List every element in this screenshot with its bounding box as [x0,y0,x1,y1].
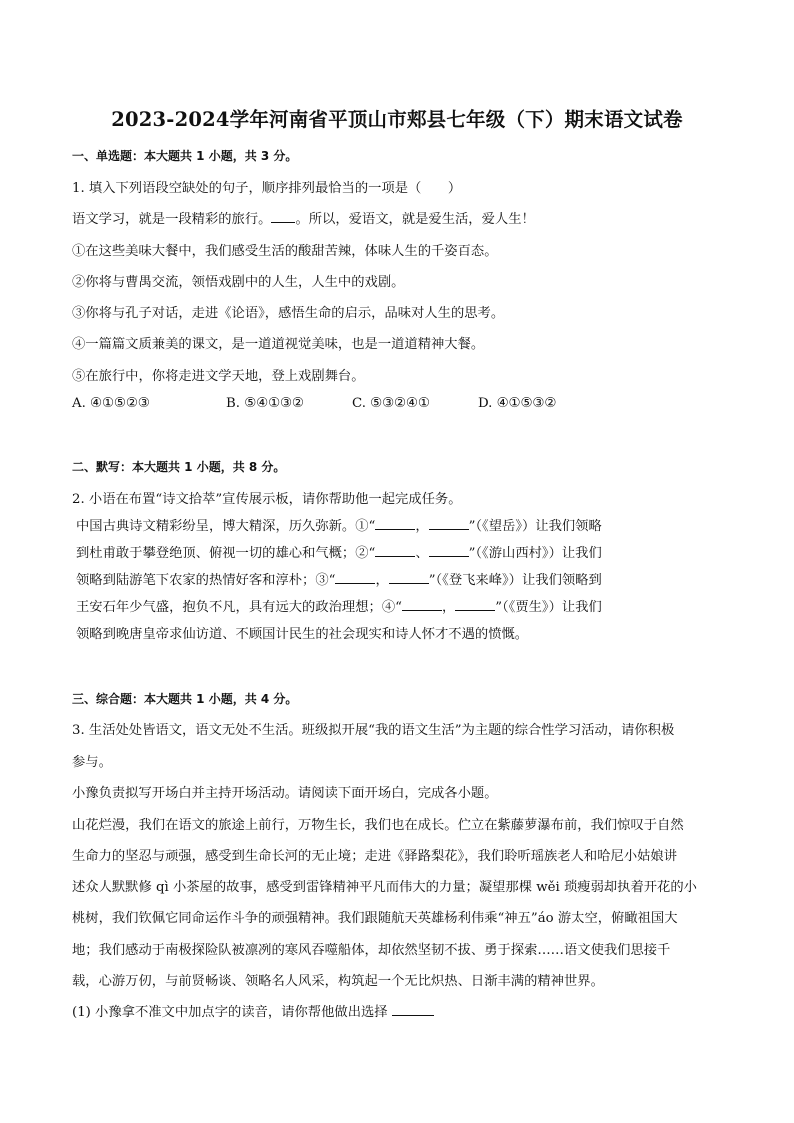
section-header-dictation: 二、默写：本大题共 1 小题，共 8 分。 [72,460,286,474]
passage-text-a: 语文学习，就是一段精彩的旅行。 [72,212,272,227]
passage-line-6: 载，心游万仞，与前贤畅谈、领略名人风采，构筑起一个无比炽热、日渐丰满的精神世界。 [72,974,604,989]
answer-blank[interactable] [392,1003,434,1016]
sentence-item-3: ③你将与孔子对话，走进《论语》，感悟生命的启示，品味对人生的思考。 [72,306,505,321]
question-3-stem-line-1: 3. 生活处处皆语文，语文无处不生活。班级拟开展“我的语文生活”为主题的综合性学习活动，请你积极 [72,723,675,738]
question-1-stem: 1. 填入下列语段空缺处的句子，顺序排列最恰当的一项是（ ） [72,181,462,196]
answer-blank[interactable] [429,544,469,557]
answer-blank[interactable] [335,571,375,584]
question-2-stem: 2. 小语在布置“诗文拾萃”宣传展示板，请你帮助他一起完成任务。 [72,492,462,507]
option-c[interactable]: C. ⑤③②④① [352,396,430,411]
dictation-line-3 [76,569,602,588]
option-a[interactable]: A. ④①⑤②③ [72,396,150,411]
answer-blank[interactable] [375,544,415,557]
answer-blank[interactable] [389,571,429,584]
passage-line-5: 地；我们感动于南极探险队被凛冽的寒风吞噬船体，却依然坚韧不拔、勇于探索……语文使我们思接千 [72,943,671,958]
passage-line-2: 生命力的坚忍与顽强，感受到生命长河的无止境；走进《驿路梨花》，我们聆听瑶族老人和哈尼小姑娘讲 [72,849,678,864]
question-1-passage [72,208,535,227]
answer-blank[interactable] [402,598,442,611]
dictation-line-1 [76,515,602,534]
dictation-text: 中国古典诗文精彩纷呈，博大精深，历久弥新。①“ [76,519,376,534]
dictation-line-4 [76,596,602,615]
passage-line-4: 桃树，我们钦佩它同命运作斗争的顽强精神。我们跟随航天英雄杨利伟乘“神五”áo 游太空，俯瞰祖国大 [72,911,678,926]
answer-blank[interactable] [455,598,495,611]
section-header-comprehensive: 三、综合题：本大题共 1 小题，共 4 分。 [72,692,298,706]
option-d[interactable]: D. ④①⑤③② [478,396,557,411]
question-3-instruction: 小豫负责拟写开场白并主持开场活动。请阅读下面开场白，完成各小题。 [72,786,498,801]
answer-blank[interactable] [271,210,295,223]
passage-line-3: 述众人默默修 qì 小茶屋的故事，感受到雷锋精神平凡而伟大的力量；凝望那棵 wěi 琐瘦弱却执着开花的小 [72,880,697,895]
dictation-text: ， [415,519,429,534]
option-b[interactable]: B. ⑤④①③② [226,396,304,411]
question-3-stem-line-2: 参与。 [72,755,112,770]
passage-text-b: 。所以，爱语文，就是爱生活，爱人生！ [295,212,535,227]
sub-question-1 [72,1001,434,1020]
sentence-item-1: ①在这些美味大餐中，我们感受生活的酸甜苦辣，体味人生的千姿百态。 [72,244,498,259]
dictation-text: ”（《贾生》）让我们 [495,600,602,615]
section-header-single-choice: 一、单选题：本大题共 1 小题，共 3 分。 [72,149,298,163]
sentence-item-4: ④一篇篇文质兼美的课文，是一道道视觉美味，也是一道道精神大餐。 [72,337,485,352]
dictation-text: ， [441,600,456,615]
passage-line-1: 山花烂漫，我们在语文的旅途上前行，万物生长，我们也在成长。伫立在紫藤萝瀑布前，我们惊叹于自然 [72,818,684,833]
dictation-line-2 [76,542,602,561]
dictation-text: ， [375,573,389,588]
dictation-text: 到杜甫敢于攀登绝顶、俯视一切的雄心和气概；②“ [76,546,376,561]
dictation-text: ”（《望岳》）让我们领略 [468,519,602,534]
dictation-text: 、 [415,546,429,561]
sub-question-text: (1) 小豫拿不准文中加点字的读音，请你帮他做出选择 [72,1005,388,1020]
dictation-line-5: 领略到晚唐皇帝求仙访道、不顾国计民生的社会现实和诗人怀才不遇的愤慨。 [76,627,529,642]
page-title: 2023-2024学年河南省平顶山市郏县七年级（下）期末语文试卷 [111,108,683,131]
answer-blank[interactable] [429,517,469,530]
sentence-item-2: ②你将与曹禺交流，领悟戏剧中的人生，人生中的戏剧。 [72,275,405,290]
sentence-item-5: ⑤在旅行中，你将走进文学天地，登上戏剧舞台。 [72,369,365,384]
dictation-text: 领略到陆游笔下农家的热情好客和淳朴；③“ [76,573,336,588]
dictation-text: ”（《登飞来峰》）让我们领略到 [428,573,602,588]
answer-blank[interactable] [375,517,415,530]
dictation-text: ”（《游山西村》）让我们 [468,546,602,561]
dictation-text: 王安石年少气盛，抱负不凡，具有远大的政治理想；④“ [76,600,402,615]
